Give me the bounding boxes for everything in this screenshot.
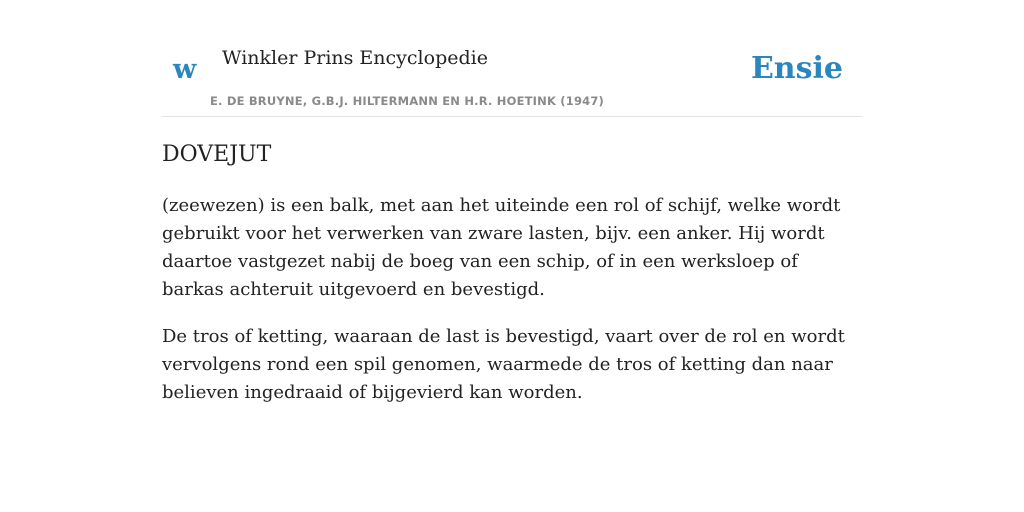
article-paragraph: De tros of ketting, waaraan de last is bevestigd, vaart over de rol en wordt vervolgens rond een spil genomen, waarmede de tros of ketting dan naar believen ingedraaid of bijgevierd kan worden.: [162, 326, 845, 403]
article: [162, 138, 862, 407]
book-title[interactable]: Winkler Prins Encyclopedie: [222, 47, 488, 69]
winkler-prins-logo[interactable]: w: [173, 54, 197, 85]
article-title: DOVEJUT: [162, 142, 272, 167]
article-paragraph: (zeewezen) is een balk, met aan het uiteinde een rol of schijf, welke wordt gebruikt voor het verwerken van zware lasten, bijv. een anker. Hij wordt daartoe vastgezet nabij de boeg van een schip, of in een werksloep of barkas achteruit uitgevoerd en bevestigd.: [162, 195, 841, 300]
ensie-logo[interactable]: Ensie: [750, 51, 843, 86]
header: [162, 0, 862, 117]
authors-line: E. DE BRUYNE, G.B.J. HILTERMANN EN H.R. HOETINK (1947): [210, 94, 605, 108]
